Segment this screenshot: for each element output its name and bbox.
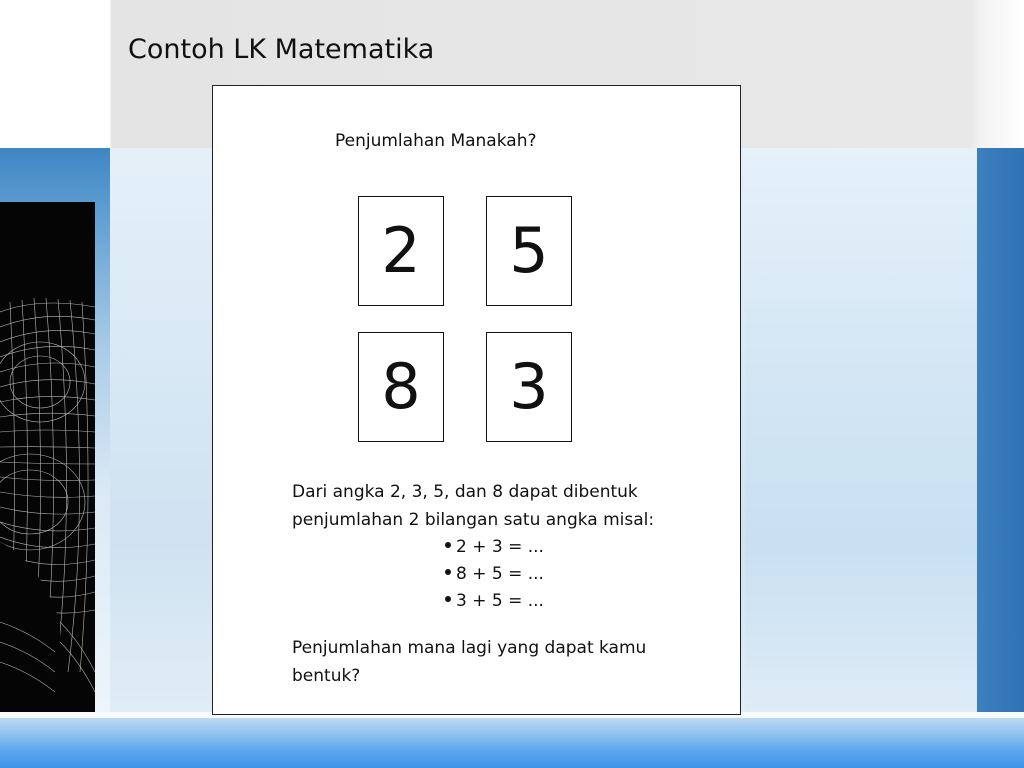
number-card: 3 [486,332,572,442]
number-card: 2 [358,196,444,306]
example-list [445,534,544,615]
bullet-icon [445,542,451,548]
right-light-panel [745,148,977,718]
example-text: 3 + 5 = ... [456,591,544,611]
example-item [445,588,544,615]
example-item [445,561,544,588]
number-card: 8 [358,332,444,442]
example-text: 2 + 3 = ... [456,537,544,557]
right-blue-bar [977,148,1024,718]
header-band-left [0,0,110,148]
bullet-icon [445,569,451,575]
number-card: 5 [486,196,572,306]
example-item [445,534,544,561]
description-text: Dari angka 2, 3, 5, dan 8 dapat dibentuk penjumlahan 2 bilangan satu angka misal: [292,482,655,530]
bottom-gradient-strip [0,712,1024,768]
worksheet-description [292,478,692,534]
wireframe-image [0,202,95,712]
worksheet-question: Penjumlahan mana lagi yang dapat kamu bentuk? [292,638,647,686]
slide-title: Contoh LK Matematika [128,34,435,65]
example-text: 8 + 5 = ... [456,564,544,584]
worksheet [212,85,741,715]
worksheet-heading: Penjumlahan Manakah? [335,131,537,151]
bullet-icon [445,596,451,602]
